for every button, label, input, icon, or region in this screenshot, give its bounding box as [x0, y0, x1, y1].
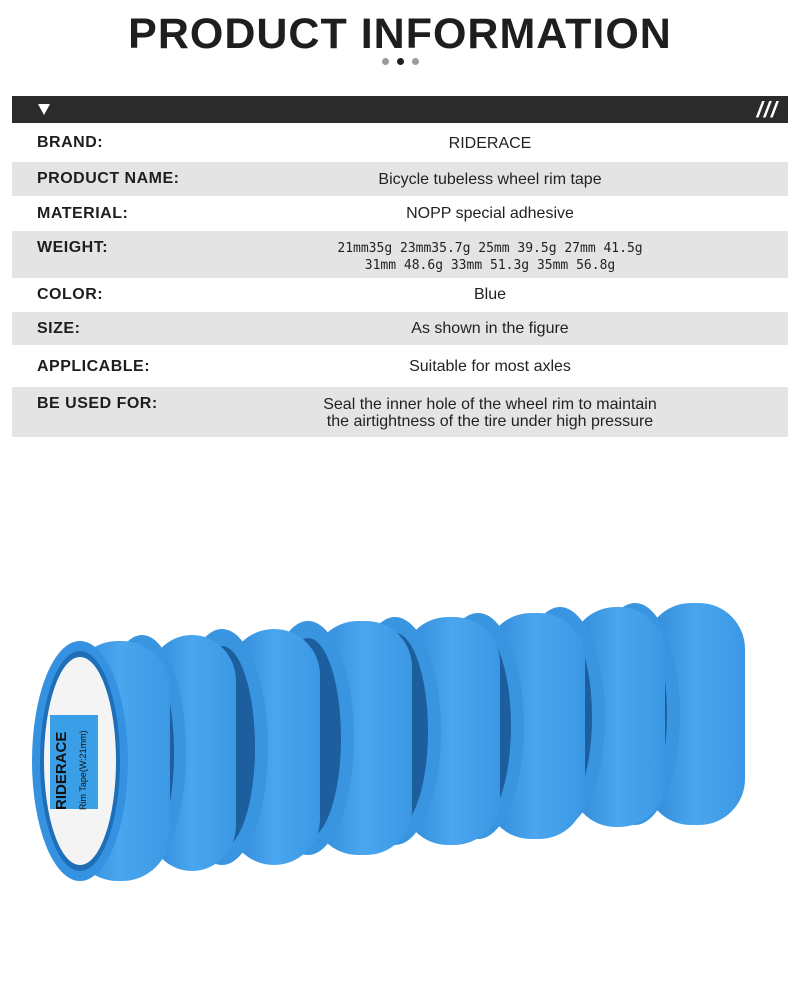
spec-row-applicable: [12, 348, 788, 385]
spec-label: COLOR:: [37, 285, 104, 303]
triangle-down-icon: [38, 104, 50, 115]
spec-row-product-name: [12, 162, 788, 196]
slash-decoration: ///: [756, 97, 778, 122]
carousel-dot[interactable]: [382, 58, 389, 65]
spec-row-used-for: [12, 387, 788, 437]
spec-value: Bicycle tubeless wheel rim tape: [378, 170, 602, 188]
carousel-dots: [0, 58, 800, 65]
product-label-brand: RIDERACE: [53, 731, 70, 810]
spec-value: [262, 240, 718, 274]
spec-value: Blue: [473, 286, 507, 303]
spec-value: Suitable for most axles: [409, 358, 571, 375]
spec-label: MATERIAL:: [37, 204, 129, 222]
spec-value: As shown in the figure: [411, 320, 569, 337]
spec-value: NOPP special adhesive: [406, 205, 574, 222]
spec-label: BE USED FOR:: [37, 395, 158, 412]
product-photo: [30, 595, 790, 895]
used-for-line-1: Seal the inner hole of the wheel rim to maintain: [323, 396, 657, 413]
spec-value: RIDERACE: [448, 134, 532, 152]
spec-row-size: [12, 312, 788, 345]
used-for-line-2: the airtightness of the tire under high pressure: [326, 413, 654, 430]
product-label-text: Rim Tape(W:21mm): [78, 730, 88, 810]
section-header-bar: [12, 96, 788, 123]
tape-roll-front: [32, 641, 170, 881]
spec-value: [262, 396, 718, 430]
spec-label: SIZE:: [37, 319, 81, 337]
spec-row-material: [12, 197, 788, 230]
spec-label: APPLICABLE:: [37, 357, 151, 375]
spec-row-color: [12, 279, 788, 310]
weight-line-2: 31mm 48.6g 33mm 51.3g 35mm 56.8g: [364, 258, 616, 273]
carousel-dot-active[interactable]: [397, 58, 404, 65]
spec-label: BRAND:: [37, 134, 104, 151]
spec-row-brand: [12, 126, 788, 160]
page-title: PRODUCT INFORMATION: [128, 10, 672, 58]
spec-label: PRODUCT NAME:: [37, 170, 180, 187]
weight-line-1: 21mm35g 23mm35.7g 25mm 39.5g 27mm 41.5g: [337, 241, 643, 256]
carousel-dot[interactable]: [412, 58, 419, 65]
spec-label: WEIGHT:: [37, 239, 109, 256]
spec-row-weight: [12, 231, 788, 278]
